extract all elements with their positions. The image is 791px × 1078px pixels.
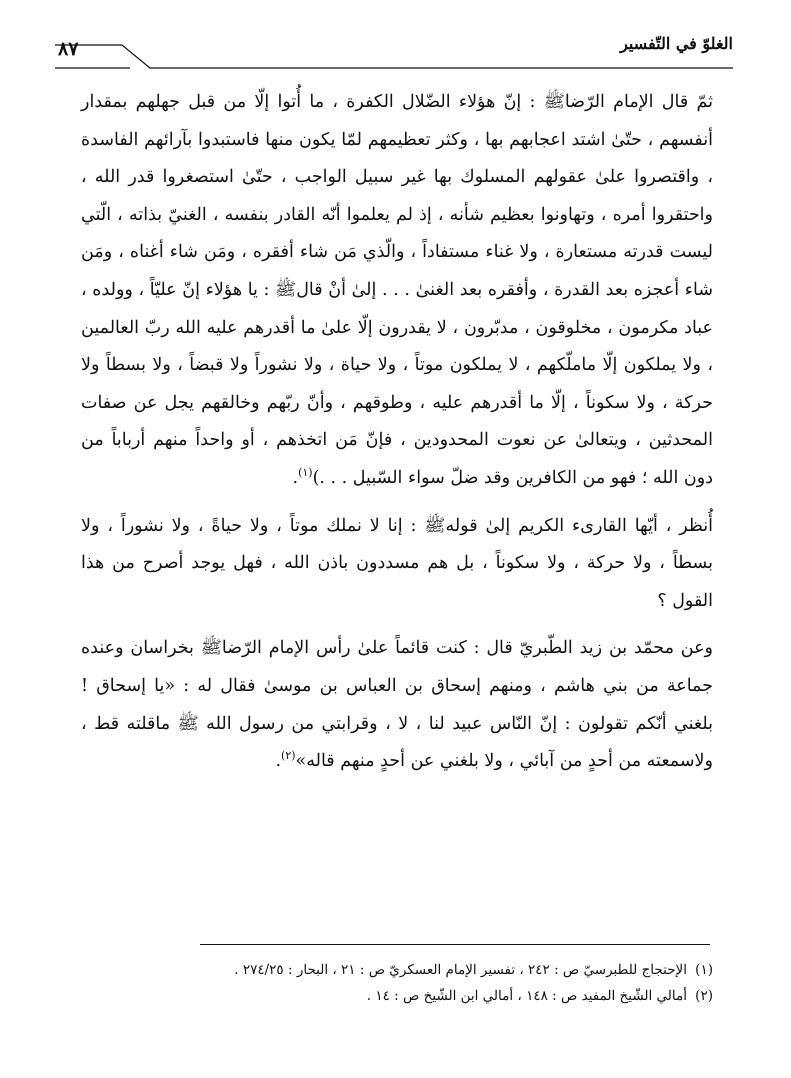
paragraph-3-text: وعن محمّد بن زيد الطّبريّ قال : كنت قائماً علىٰ رأس الإمام الرّضاﷺ بخراسان وعنده جماعة من بني هاشم ، ومنهم إسحاق بن العباس بن موسىٰ فقال له : «يا إسحاق ! بلغني أنّكم تقولون : إنّ النّاس عبيد لنا ، لا ، وقرابتي من رسول الله ﷺ ماقلته قط ، ولاسمعته من أحدٍ من آبائي ، ولا بلغني عن أحدٍ منهم قاله» [81,638,713,772]
paragraph-3 [81,630,713,780]
footnote-ref-1: (١) [298,466,313,480]
paragraph-2-text: أُنظر ، أيّها القارىء الكريم إلىٰ قولهﷺ : إنا لا نملك موتاً ، ولا حياةً ، ولا نشوراً ، ولا بسطاً ، ولا حركة ، ولا سكوناً ، بل هم مسددون باذن الله ، فهل يوجد أصرح من هذا القول ؟ [81,515,713,611]
paragraph-3-end: . [275,751,282,772]
paragraph-1-end: . [292,467,299,488]
footnote-1-number: (١) [695,962,713,978]
footnote-1 [81,957,713,983]
footnote-1-text: الإحتجاج للطبرسيّ ص : ٢٤٢ ، تفسير الإمام العسكريّ ص : ٢١ ، البحار : ٢٧٤/٢٥ . [234,962,687,978]
paragraph-1-text: ثمّ قال الإمام الرّضاﷺ : إنّ هؤلاء الضّلال الكفرة ، ما أُتوا إلّا من قبل جهلهم بمقدار أنفسهم ، حتّىٰ اشتد اعجابهم بها ، وكثر تعظيمهم لمّا يكون منها فاستبدوا بآرائهم الفاسدة ، واقتصروا علىٰ عقولهم المسلوك بها غير سبيل الواجب ، حتّىٰ استصغروا قدر الله ، واحتقروا أمره ، وتهاونوا بعظيم شأنه ، إذ لم يعلموا أنّه القادر بنفسه ، الغنيّ بذاته ، الّتي ليست قدرته مستعارة ، ولا غناء مستفاداً ، والّذي مَن شاء أفقره ، ومَن شاء أغناه ، ومَن شاء أعجزه بعد القدرة ، وأفقره بعد الغنىٰ . . . إلىٰ أنْ قالﷺ : يا هؤلاء إنّ عليّاً ، وولده ، عباد مكرمون ، مخلوقون ، مدبّرون ، لا يقدرون إلّا علىٰ ما أقدرهم عليه الله ربّ العالمين ، ولا يملكون إلّا ماملّكهم ، لا يملكون موتاً ، ولا حياة ، ولا نشوراً ولا قبضاً ، ولا بسطاً ولا حركة ، ولا سكوناً ، إلّا ما أقدرهم عليه ، وطوقهم ، وأنّ ربّهم وخالقهم يجل عن صفات المحدثين ، ويتعالىٰ عن نعوت المحدودين ، فإنّ مَن اتخذهم ، أو واحداً منهم أرباباً من دون الله ؛ فهو من الكافرين وقد ضلّ سواء السّبيل . . .) [81,92,713,488]
page-number: ٨٧ [58,38,79,60]
running-header-title: الغلوّ في التّفسير [620,34,733,53]
main-text [81,84,713,781]
footnote-divider [200,944,710,945]
paragraph-1 [81,84,713,498]
footnote-2-number: (٢) [695,988,713,1004]
footnote-2 [81,983,713,1009]
footnotes [81,957,713,1009]
footnote-ref-2: (٢) [281,749,296,763]
paragraph-2 [81,508,713,621]
footnote-2-text: أمالي الشّيخ المفيد ص : ١٤٨ ، أمالي ابن الشّيخ ص : ١٤ . [366,988,687,1004]
